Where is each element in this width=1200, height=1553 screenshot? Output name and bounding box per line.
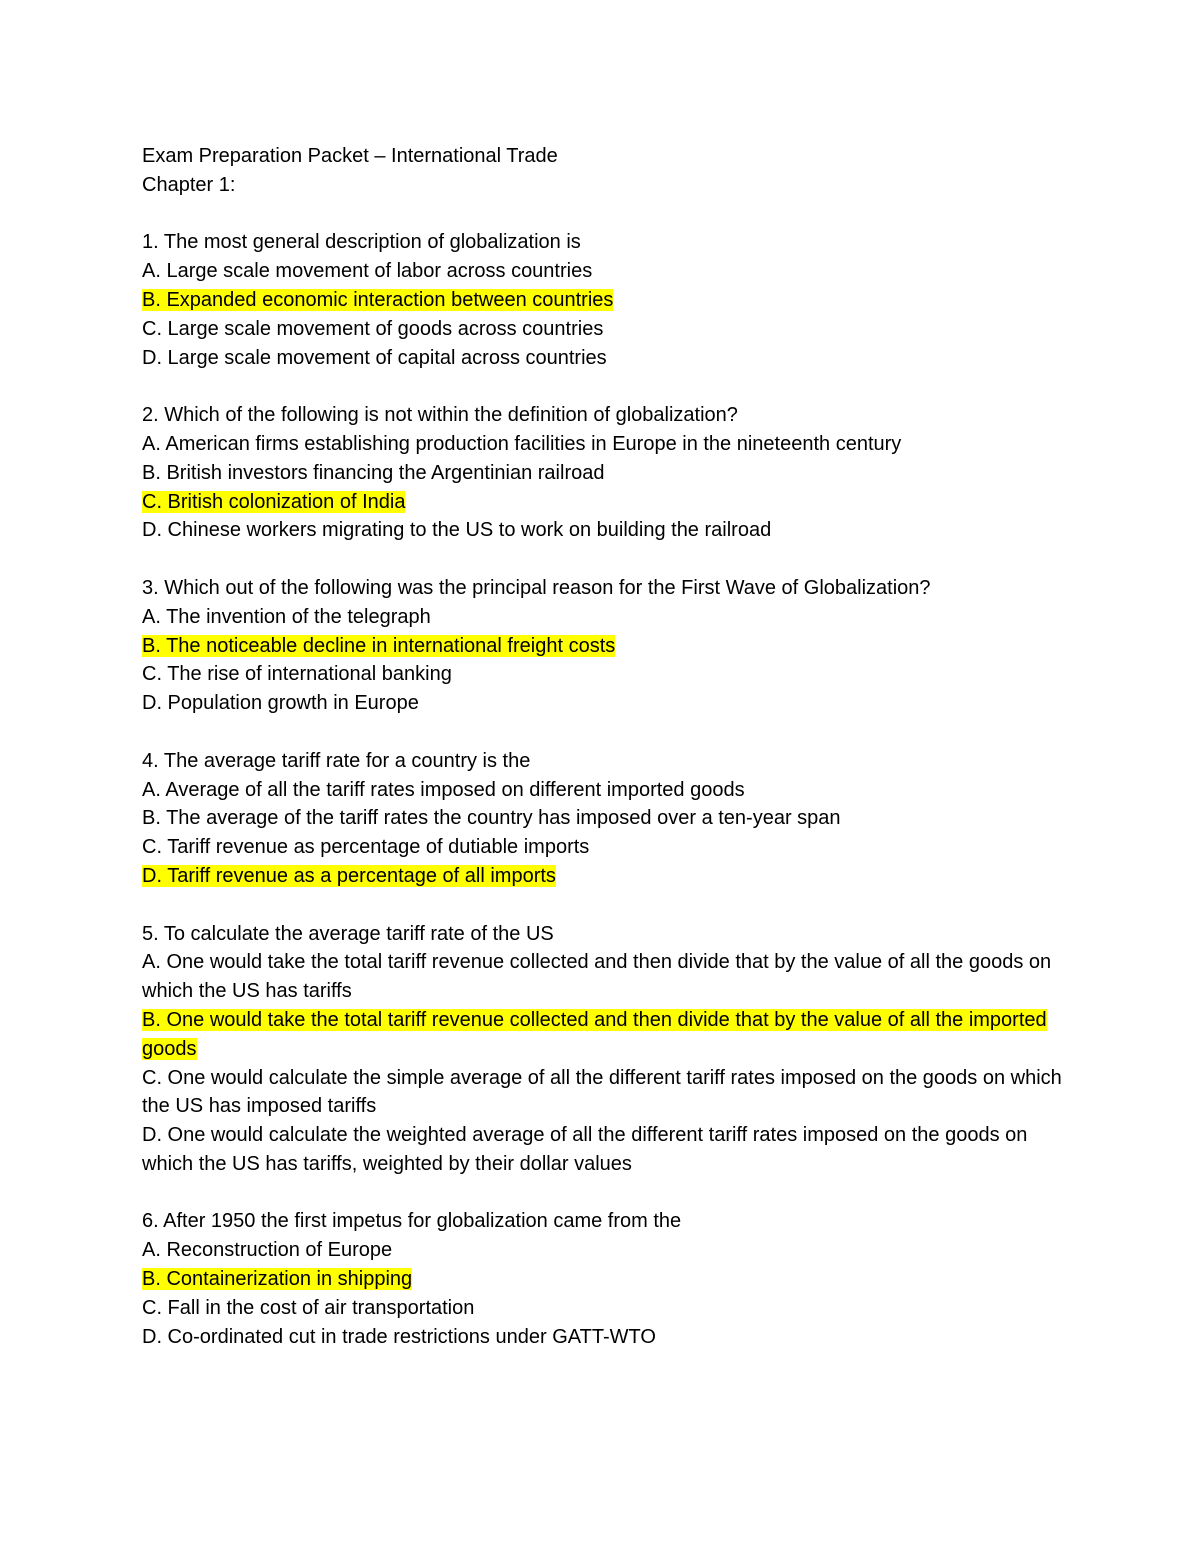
option-c: C. One would calculate the simple average of all the different tariff rates imposed on the goods on which the US has imposed tariffs <box>142 1066 1062 1118</box>
option-d: D. Co-ordinated cut in trade restrictions under GATT-WTO <box>142 1325 656 1348</box>
question-stem: 5. To calculate the average tariff rate of the US <box>142 922 554 945</box>
option-c: C. Fall in the cost of air transportation <box>142 1296 475 1319</box>
question-3 <box>142 574 1062 718</box>
answer-highlight: B. One would take the total tariff revenue collected and then divide that by the value of all the imported goods <box>142 1008 1047 1060</box>
option-d: D. One would calculate the weighted average of all the different tariff rates imposed on the goods on which the US has tariffs, weighted by their dollar values <box>142 1124 1028 1175</box>
question-stem: 4. The average tariff rate for a country is the <box>142 749 531 772</box>
option-a: A. One would take the total tariff revenue collected and then divide that by the value of all the goods on which the US has tariffs <box>142 951 1052 1003</box>
question-5 <box>142 920 1062 1179</box>
spacer <box>142 1179 1062 1208</box>
question-6 <box>142 1207 1062 1351</box>
answer-highlight: D. Tariff revenue as a percentage of all imports <box>142 864 556 887</box>
spacer <box>142 545 1062 574</box>
option-a: A. Large scale movement of labor across countries <box>142 260 593 283</box>
option-a: A. American firms establishing production facilities in Europe in the nineteenth century <box>142 432 902 455</box>
spacer <box>142 891 1062 920</box>
answer-highlight: B. Expanded economic interaction between countries <box>142 288 614 311</box>
answer-highlight: B. Containerization in shipping <box>142 1268 413 1291</box>
option-b-correct <box>142 286 1062 315</box>
option-c: C. The rise of international banking <box>142 663 452 686</box>
answer-highlight: C. British colonization of India <box>142 490 406 513</box>
option-a: A. Average of all the tariff rates imposed on different imported goods <box>142 778 745 801</box>
option-d: D. Population growth in Europe <box>142 692 419 715</box>
option-a: A. Reconstruction of Europe <box>142 1239 393 1262</box>
question-stem: 1. The most general description of globalization is <box>142 231 581 254</box>
option-c-correct <box>142 488 1062 517</box>
spacer <box>142 718 1062 747</box>
question-2 <box>142 401 1062 545</box>
document-title: Exam Preparation Packet – International Trade <box>142 145 558 167</box>
spacer <box>142 200 1062 229</box>
question-stem: 3. Which out of the following was the principal reason for the First Wave of Globalization? <box>142 576 931 599</box>
question-1 <box>142 228 1062 372</box>
option-c: C. Large scale movement of goods across countries <box>142 317 604 340</box>
option-d: D. Large scale movement of capital across countries <box>142 346 607 369</box>
spacer <box>142 372 1062 401</box>
option-d: D. Chinese workers migrating to the US to work on building the railroad <box>142 519 772 542</box>
option-b-correct <box>142 1265 1062 1294</box>
option-a: A. The invention of the telegraph <box>142 605 431 628</box>
answer-highlight: B. The noticeable decline in international freight costs <box>142 634 616 657</box>
option-b-correct <box>142 1006 1062 1064</box>
option-b-correct <box>142 632 1062 661</box>
question-stem: 2. Which of the following is not within the definition of globalization? <box>142 404 738 427</box>
chapter-heading: Chapter 1: <box>142 173 236 196</box>
option-d-correct <box>142 862 1062 891</box>
option-b: B. British investors financing the Argentinian railroad <box>142 461 605 484</box>
option-b: B. The average of the tariff rates the country has imposed over a ten-year span <box>142 807 841 830</box>
option-c: C. Tariff revenue as percentage of dutiable imports <box>142 836 590 859</box>
document-content <box>142 142 1062 1351</box>
question-4 <box>142 747 1062 891</box>
question-stem: 6. After 1950 the first impetus for globalization came from the <box>142 1210 682 1233</box>
